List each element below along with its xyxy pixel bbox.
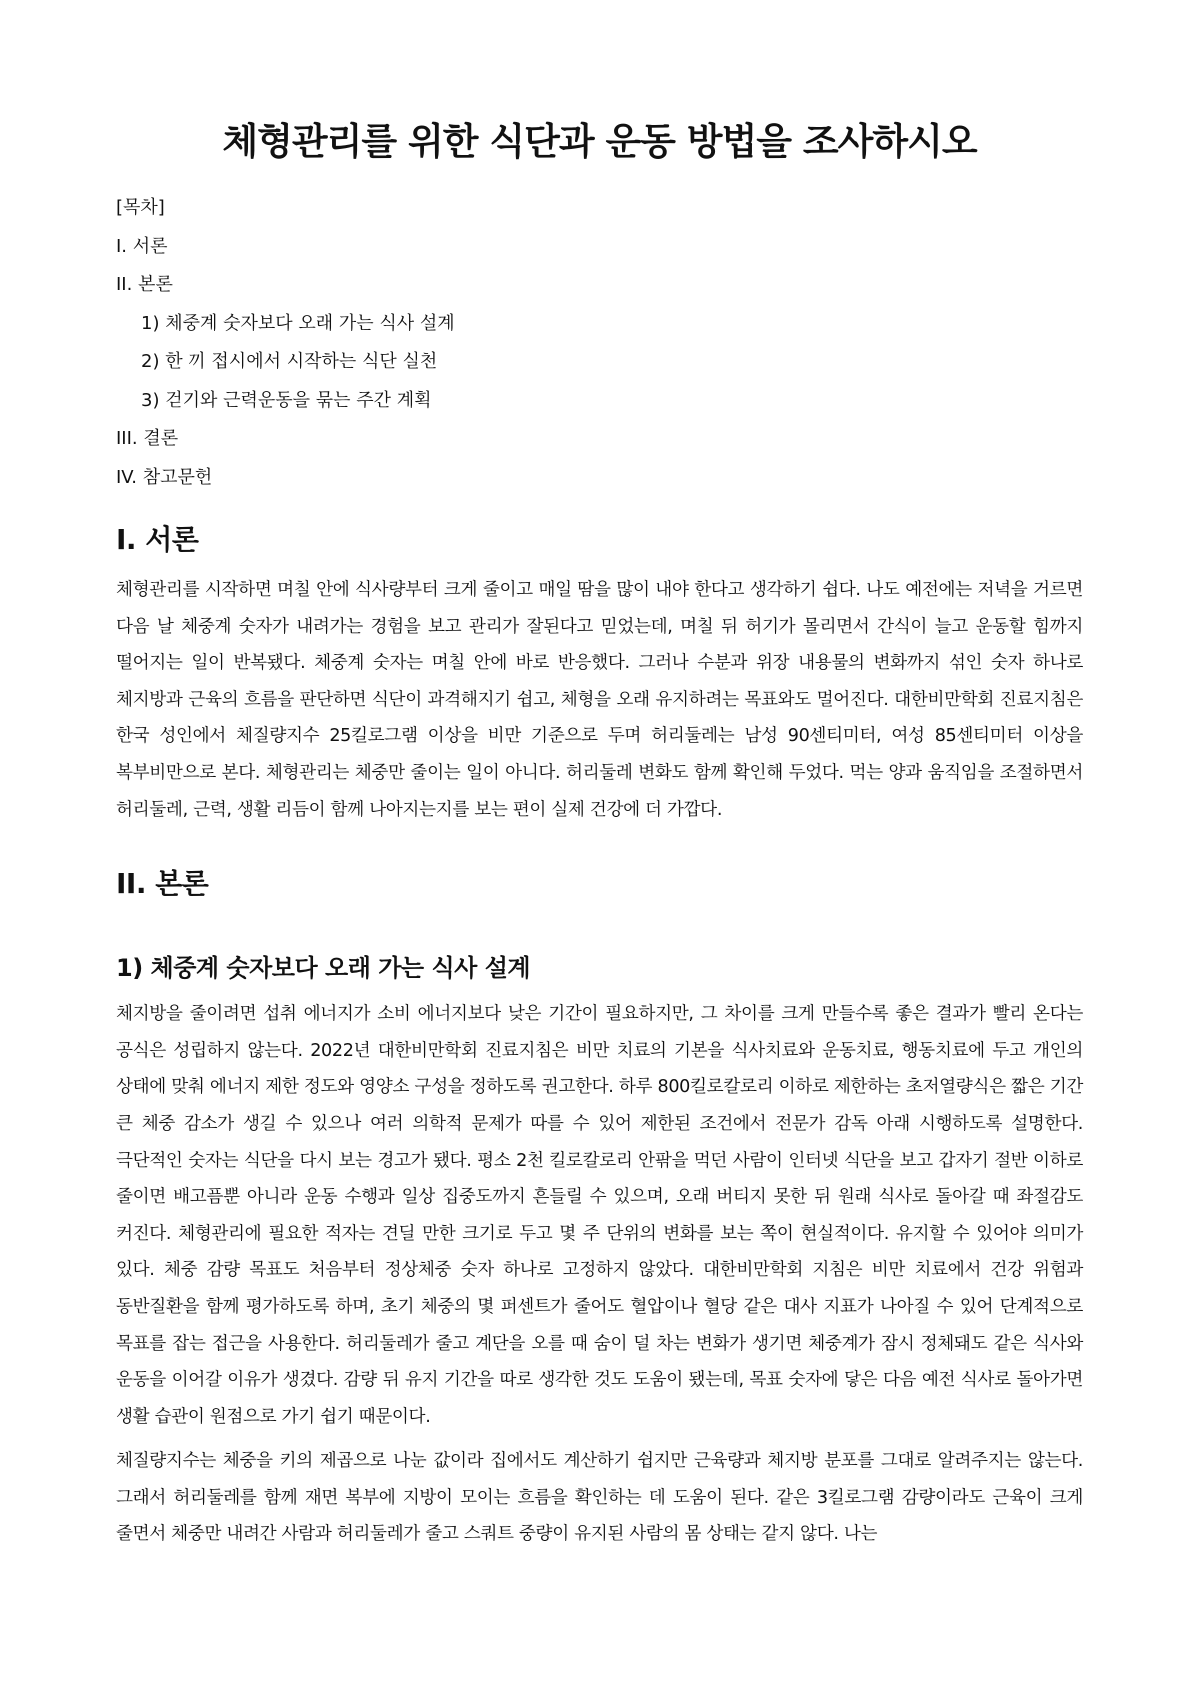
toc-item-references: IV. 참고문헌	[116, 466, 213, 488]
table-of-contents	[116, 189, 1083, 497]
toc-item-body-sub-2: 2) 한 끼 접시에서 시작하는 식단 실천	[141, 351, 438, 372]
subsection-1-paragraph-1: 체지방을 줄이려면 섭취 에너지가 소비 에너지보다 낮은 기간이 필요하지만, 그 차이를 크게 만들수록 좋은 결과가 빨리 온다는 공식은 성립하지 않는다. 2022년 대한비만학회 진료지침은 비만 치료의 기본을 식사치료와 운동치료, 행동치료에 두고 개인의 상태에 맞춰 에너지 제한 정도와 영양소 구성을 정하도록 권고한다. 하루 800킬로칼로리 이하로 제한하는 초저열량식은 짧은 기간 큰 체중 감소가 생길 수 있으나 여러 의학적 문제가 따를 수 있어 제한된 조건에서 전문가 감독 아래 시행하도록 설명한다. 극단적인 숫자는 식단을 다시 보는 경고가 됐다. 평소 2천 킬로칼로리 안팎을 먹던 사람이 인터넷 식단을 보고 갑자기 절반 이하로 줄이면 배고픔뿐 아니라 운동 수행과 일상 집중도까지 흔들릴 수 있으며, 오래 버티지 못한 뒤 원래 식사로 돌아갈 때 좌절감도 커진다. 체형관리에 필요한 적자는 견딜 만한 크기로 두고 몇 주 단위의 변화를 보는 쪽이 현실적이다. 유지할 수 있어야 의미가 있다. 체중 감량 목표도 처음부터 정상체중 숫자 하나로 고정하지 않았다. 대한비만학회 지침은 비만 치료에서 건강 위험과 동반질환을 함께 평가하도록 하며, 초기 체중의 몇 퍼센트가 줄어도 혈압이나 혈당 같은 대사 지표가 나아질 수 있어 단계적으로 목표를 잡는 접근을 사용한다. 허리둘레가 줄고 계단을 오를 때 숨이 덜 차는 변화가 생기면 체중계가 잠시 정체돼도 같은 식사와 운동을 이어갈 이유가 생겼다. 감량 뒤 유지 기간을 따로 생각한 것도 도움이 됐는데, 목표 숫자에 닿은 다음 예전 식사로 돌아가면 생활 습관이 원점으로 가기 쉽기 때문이다.	[116, 1004, 1083, 1427]
subsection-1-paragraph-2: 체질량지수는 체중을 키의 제곱으로 나눈 값이라 집에서도 계산하기 쉽지만 근육량과 체지방 분포를 그대로 알려주지는 않는다. 그래서 허리둘레를 함께 재면 복부에 지방이 모이는 흐름을 확인하는 데 도움이 된다. 같은 3킬로그램 감량이라도 근육이 크게 줄면서 체중만 내려간 사람과 허리둘레가 줄고 스쿼트 중량이 유지된 사람의 몸 상태는 같지 않다. 나는	[116, 1451, 1083, 1545]
toc-label: [목차]	[116, 197, 165, 218]
toc-item-introduction: I. 서론	[116, 235, 168, 257]
toc-item-conclusion: III. 결론	[116, 428, 179, 449]
toc-item-body: II. 본론	[116, 274, 173, 295]
section-heading-introduction: I. 서론	[116, 523, 199, 556]
document-title: 체형관리를 위한 식단과 운동 방법을 조사하시오	[222, 120, 977, 163]
toc-item-body-sub-3: 3) 걷기와 근력운동을 묶는 주간 계획	[141, 389, 432, 411]
subsection-heading-1: 1) 체중계 숫자보다 오래 가는 식사 설계	[116, 954, 531, 983]
introduction-paragraph: 체형관리를 시작하면 며칠 안에 식사량부터 크게 줄이고 매일 땀을 많이 내야 한다고 생각하기 쉽다. 나도 예전에는 저녁을 거르면 다음 날 체중계 숫자가 내려가는 경험을 보고 관리가 잘된다고 믿었는데, 며칠 뒤 허기가 몰리면서 간식이 늘고 운동할 힘까지 떨어지는 일이 반복됐다. 체중계 숫자는 며칠 안에 바로 반응했다. 그러나 수분과 위장 내용물의 변화까지 섞인 숫자 하나로 체지방과 근육의 흐름을 판단하면 식단이 과격해지기 쉽고, 체형을 오래 유지하려는 목표와도 멀어진다. 대한비만학회 진료지침은 한국 성인에서 체질량지수 25킬로그램 이상을 비만 기준으로 두며 허리둘레는 남성 90센티미터, 여성 85센티미터 이상을 복부비만으로 본다. 체형관리는 체중만 줄이는 일이 아니다. 허리둘레 변화도 함께 확인해 두었다. 먹는 양과 움직임을 조절하면서 허리둘레, 근력, 생활 리듬이 함께 나아지는지를 보는 편이 실제 건강에 더 가깝다.	[116, 580, 1083, 820]
section-heading-body: II. 본론	[116, 867, 209, 901]
toc-item-body-sub-1: 1) 체중계 숫자보다 오래 가는 식사 설계	[141, 312, 455, 334]
